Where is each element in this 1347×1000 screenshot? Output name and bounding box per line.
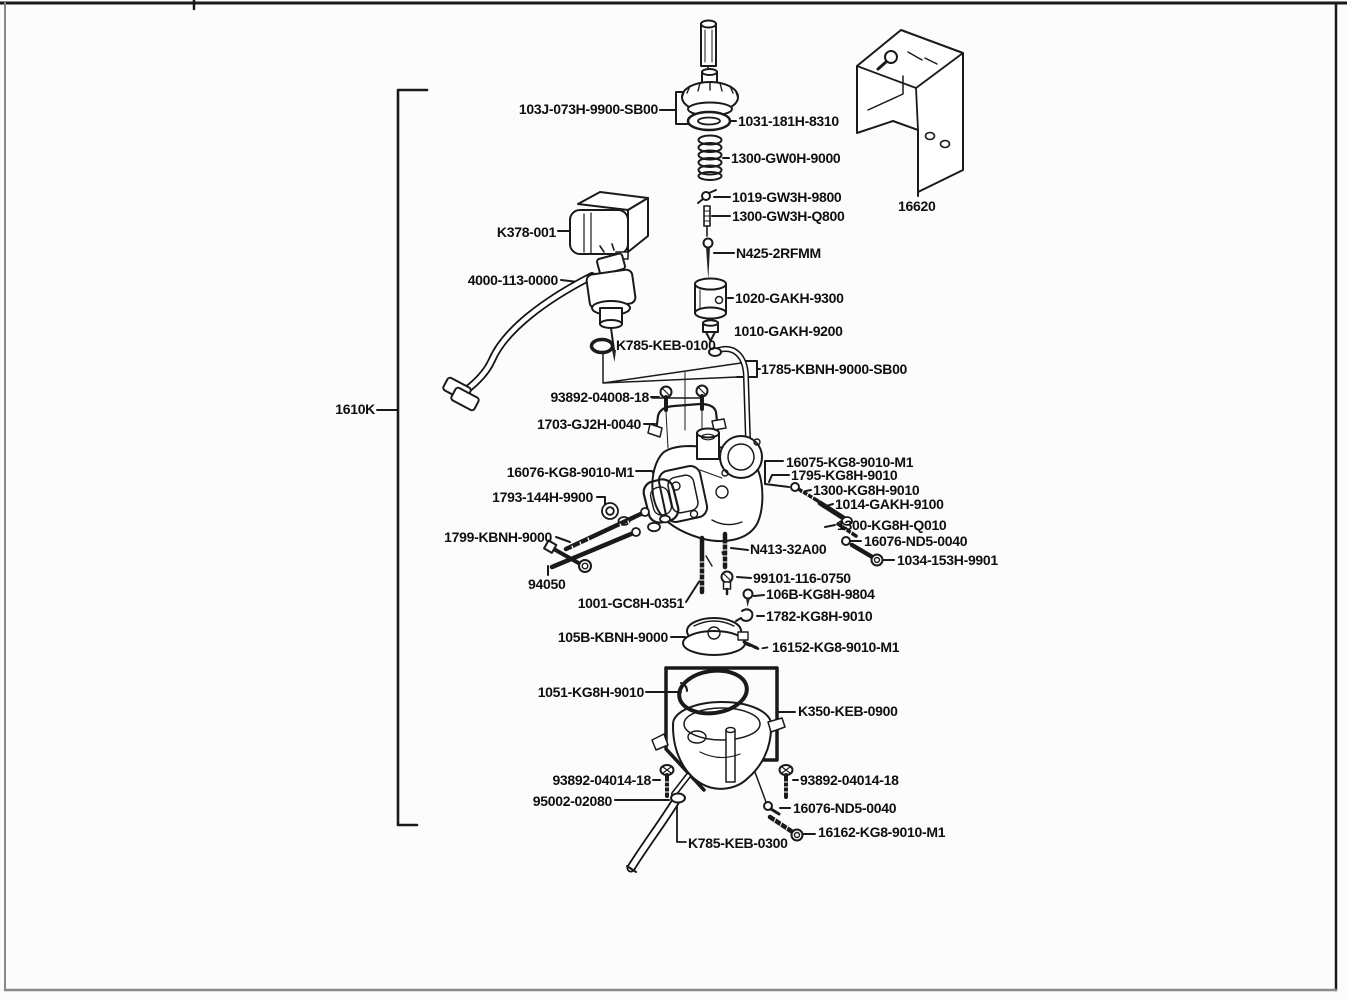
part-label-103j-073h-9900-sb00: 103J-073H-9900-SB00 bbox=[518, 101, 658, 117]
cap-seal-drawing bbox=[688, 112, 730, 130]
part-label-1034-153h-9901: 1034-153H-9901 bbox=[897, 552, 998, 568]
part-label-93892-04014-18-left: 93892-04014-18 bbox=[552, 772, 651, 788]
carburetor-bracket-drawing bbox=[857, 30, 963, 192]
part-label-1031-181h-8310: 1031-181H-8310 bbox=[738, 113, 839, 129]
main-jet-drawing bbox=[722, 572, 733, 595]
auto-bystarter-drawing bbox=[442, 244, 636, 411]
part-label-106b-kg8h-9804: 106B-KG8H-9804 bbox=[766, 586, 875, 602]
part-label-4000-113-0000: 4000-113-0000 bbox=[467, 272, 558, 288]
part-label-n425-2rfmm: N425-2RFMM bbox=[736, 245, 821, 261]
part-label-1051-kg8h-9010: 1051-KG8H-9010 bbox=[537, 684, 644, 700]
part-label-93892-04008-18: 93892-04008-18 bbox=[550, 389, 649, 405]
assembly-bracket bbox=[398, 90, 427, 825]
part-label-k378-001: K378-001 bbox=[496, 224, 556, 240]
part-label-16620: 16620 bbox=[898, 198, 936, 214]
oring-k785-0100-drawing bbox=[592, 340, 613, 353]
part-label-k785-keb-0100: K785-KEB-0100 bbox=[616, 337, 716, 353]
part-label-1300-kg8h-9010: 1300-KG8H-9010 bbox=[813, 482, 920, 498]
part-label-105b-kbnh-9000: 105B-KBNH-9000 bbox=[557, 629, 668, 645]
part-label-1703-gj2h-0040: 1703-GJ2H-0040 bbox=[537, 416, 641, 432]
part-label-1300-gw3h-q800: 1300-GW3H-Q800 bbox=[732, 208, 845, 224]
part-label-1793-144h-9900: 1793-144H-9900 bbox=[492, 489, 593, 505]
assembly-group-label: 1610K bbox=[335, 401, 375, 417]
part-label-1019-gw3h-9800: 1019-GW3H-9800 bbox=[732, 189, 842, 205]
part-label-95002-02080: 95002-02080 bbox=[532, 793, 612, 809]
part-label-1799-kbnh-9000: 1799-KBNH-9000 bbox=[444, 529, 552, 545]
jet-needle-set-drawing bbox=[704, 206, 710, 236]
part-label-16152-kg8-9010-m1: 16152-KG8-9010-M1 bbox=[772, 639, 900, 655]
part-label-99101-116-0750: 99101-116-0750 bbox=[753, 570, 851, 586]
float-drawing bbox=[683, 618, 748, 655]
throttle-cap-drawing bbox=[682, 69, 738, 116]
float-bowl-drawing bbox=[652, 702, 785, 794]
part-label-n413-32a00: N413-32A00 bbox=[750, 541, 827, 557]
part-label-94050: 94050 bbox=[528, 576, 566, 592]
part-label-1010-gakh-9200: 1010-GAKH-9200 bbox=[734, 323, 843, 339]
part-label-16162-kg8-9010-m1: 16162-KG8-9010-M1 bbox=[818, 824, 946, 840]
part-label-16076-nd5-0040-bottom: 16076-ND5-0040 bbox=[793, 800, 897, 816]
part-label-k350-keb-0900: K350-KEB-0900 bbox=[798, 703, 898, 719]
throttle-spring-drawing bbox=[699, 136, 722, 181]
slow-jet-drawing bbox=[744, 590, 753, 608]
part-label-16076-kg8-9010-m1: 16076-KG8-9010-M1 bbox=[506, 464, 634, 480]
part-label-1795-kg8h-9010: 1795-KG8H-9010 bbox=[791, 467, 898, 483]
part-label-1014-gakh-9100: 1014-GAKH-9100 bbox=[835, 496, 944, 512]
part-label-16076-nd5-0040: 16076-ND5-0040 bbox=[864, 533, 968, 549]
clip-1782-drawing bbox=[736, 609, 752, 621]
throttle-valve-drawing bbox=[695, 279, 726, 319]
part-label-1020-gakh-9300: 1020-GAKH-9300 bbox=[735, 290, 844, 306]
part-label-1782-kg8h-9010: 1782-KG8H-9010 bbox=[766, 608, 873, 624]
jet-needle-drawing bbox=[704, 239, 713, 281]
part-label-1785-kbnh-9000-sb00: 1785-KBNH-9000-SB00 bbox=[761, 361, 908, 377]
part-label-1001-gc8h-0351: 1001-GC8H-0351 bbox=[577, 595, 684, 611]
cdi-unit-drawing bbox=[570, 192, 648, 259]
part-label-16075-kg8-9010-m1: 16075-KG8-9010-M1 bbox=[786, 454, 914, 470]
part-label-1300-gw0h-9000: 1300-GW0H-9000 bbox=[731, 150, 841, 166]
part-label-1300-kg8h-q010: 1300-KG8H-Q010 bbox=[837, 517, 947, 533]
part-label-93892-04014-18-right: 93892-04014-18 bbox=[800, 772, 899, 788]
part-label-k785-keb-0300: K785-KEB-0300 bbox=[688, 835, 788, 851]
